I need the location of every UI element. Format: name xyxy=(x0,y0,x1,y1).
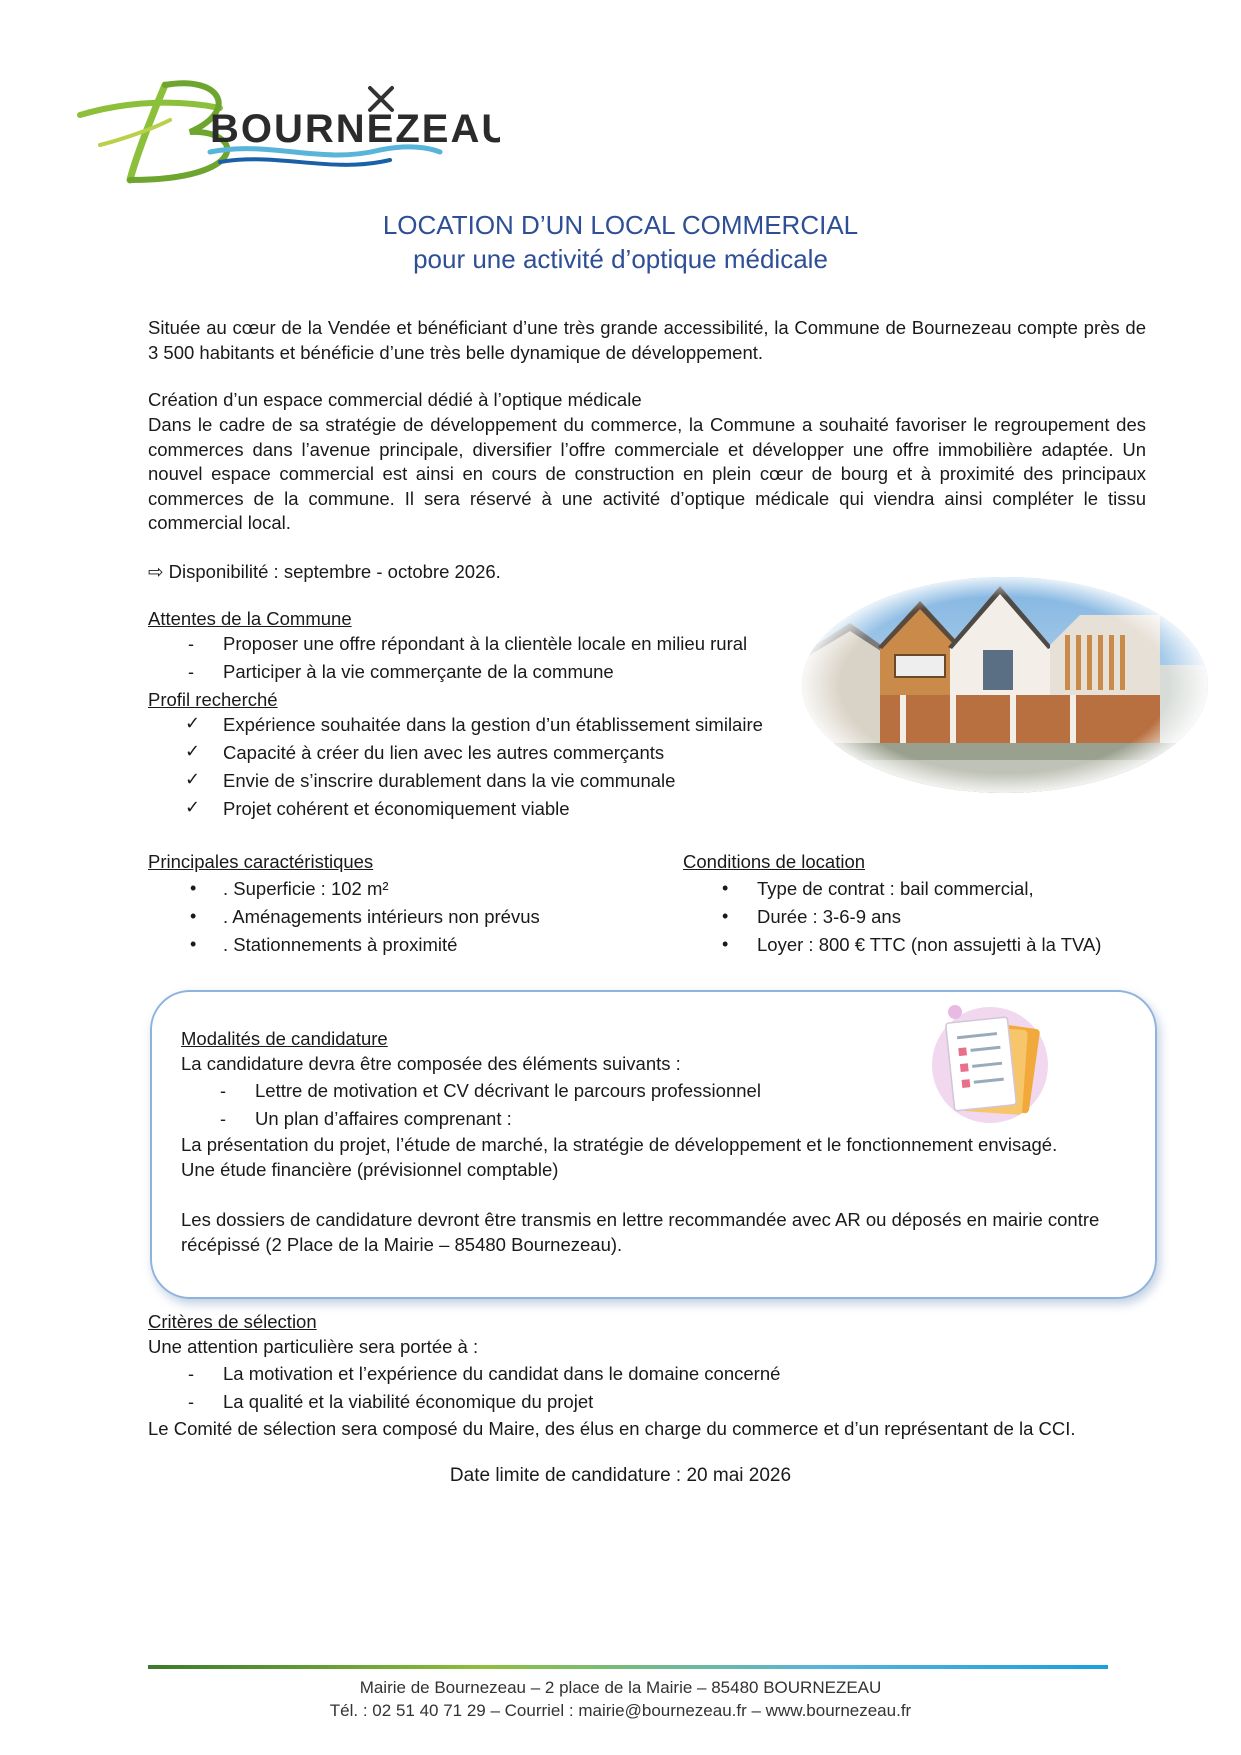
page-title: LOCATION D’UN LOCAL COMMERCIAL xyxy=(382,210,859,240)
caracteristiques-heading: Principales caractéristiques xyxy=(148,851,374,872)
attentes-heading: Attentes de la Commune xyxy=(148,608,352,629)
profil-item: Capacité à créer du lien avec les autres commerçants xyxy=(223,742,665,763)
intro-paragraph: Située au cœur de la Vendée et bénéficiant d’une très grande accessibilité, la Commune de Bournezeau compte près de 3 500 habitants et bénéficie d’une très belle dynamique de développement. xyxy=(148,317,1146,363)
modalites-heading: Modalités de candidature xyxy=(181,1028,388,1049)
checkmark-icon: ✓ xyxy=(185,741,201,761)
profil-item: Envie de s’inscrire durablement dans la vie communale xyxy=(223,770,676,791)
dash-bullet: - xyxy=(188,662,194,682)
caracteristiques-item: . Aménagements intérieurs non prévus xyxy=(223,906,540,927)
conditions-item: Loyer : 800 € TTC (non assujetti à la TVA) xyxy=(757,934,1102,955)
availability-line xyxy=(148,560,501,585)
bullet-icon: • xyxy=(190,906,197,926)
modalites-item: Un plan d’affaires comprenant : xyxy=(255,1108,512,1129)
footer-contact: Tél. : 02 51 40 71 29 – Courriel : mairie@bournezeau.fr – www.bournezeau.fr xyxy=(329,1701,912,1720)
bullet-icon: • xyxy=(190,878,197,898)
bullet-icon: • xyxy=(722,906,729,926)
criteres-item: La motivation et l’expérience du candidat dans le domaine concerné xyxy=(223,1363,781,1384)
modalites-line1: La présentation du projet, l’étude de marché, la stratégie de développement et le fonctionnement envisagé. xyxy=(181,1134,1058,1155)
conditions-item: Durée : 3-6-9 ans xyxy=(757,906,901,927)
documents-icon xyxy=(920,1000,1060,1130)
caracteristiques-item: . Superficie : 102 m² xyxy=(223,878,389,899)
criteres-heading: Critères de sélection xyxy=(148,1311,317,1332)
criteres-item: La qualité et la viabilité économique du projet xyxy=(223,1391,594,1412)
profil-heading: Profil recherché xyxy=(148,689,278,710)
availability-text: Disponibilité : septembre - octobre 2026. xyxy=(168,561,501,582)
page-subtitle: pour une activité d’optique médicale xyxy=(413,244,828,274)
criteres-comite: Le Comité de sélection sera composé du Maire, des élus en charge du commerce et d’un représentant de la CCI. xyxy=(148,1418,1076,1439)
modalites-intro: La candidature devra être composée des éléments suivants : xyxy=(181,1053,681,1074)
logo-text: BOURNEZEAU xyxy=(210,107,500,151)
profil-item: Projet cohérent et économiquement viable xyxy=(223,798,570,819)
conditions-item: Type de contrat : bail commercial, xyxy=(757,878,1034,899)
footer-divider xyxy=(148,1665,1108,1669)
bullet-icon: • xyxy=(722,878,729,898)
caracteristiques-item: . Stationnements à proximité xyxy=(223,934,458,955)
bullet-icon: • xyxy=(190,934,197,954)
checkmark-icon: ✓ xyxy=(185,797,201,817)
footer-address: Mairie de Bournezeau – 2 place de la Mairie – 85480 BOURNEZEAU xyxy=(359,1678,882,1697)
bullet-icon: • xyxy=(722,934,729,954)
dash-bullet: - xyxy=(188,634,194,654)
dash-bullet: - xyxy=(220,1081,226,1101)
modalites-line2: Une étude financière (prévisionnel comptable) xyxy=(181,1159,559,1180)
conditions-heading: Conditions de location xyxy=(683,851,866,872)
deadline: Date limite de candidature : 20 mai 2026 xyxy=(449,1465,792,1486)
attentes-item: Proposer une offre répondant à la clientèle locale en milieu rural xyxy=(223,633,748,654)
criteres-intro: Une attention particulière sera portée à : xyxy=(148,1336,479,1357)
modalites-dossiers: Les dossiers de candidature devront être transmis en lettre recommandée avec AR ou déposés en mairie contre récépissé (2 Place de la Mairie – 85480 Bournezeau). xyxy=(181,1209,1100,1255)
modalites-item: Lettre de motivation et CV décrivant le parcours professionnel xyxy=(255,1080,761,1101)
logo-graphic xyxy=(70,70,500,200)
dash-bullet: - xyxy=(220,1109,226,1129)
checkmark-icon: ✓ xyxy=(185,769,201,789)
checkmark-icon: ✓ xyxy=(185,713,201,733)
attentes-item: Participer à la vie commerçante de la commune xyxy=(223,661,614,682)
creation-heading: Création d’un espace commercial dédié à l’optique médicale xyxy=(148,389,642,410)
profil-item: Expérience souhaitée dans la gestion d’un établissement similaire xyxy=(223,714,763,735)
building-illustration xyxy=(800,575,1210,795)
bournezeau-logo xyxy=(70,70,500,200)
arrow-icon: ⇨ xyxy=(148,561,164,582)
dash-bullet: - xyxy=(188,1392,194,1412)
creation-paragraph: Dans le cadre de sa stratégie de développement du commerce, la Commune a souhaité favoriser le regroupement des commerces dans l’avenue principale, diversifier l’offre commerciale et développer une offre immobilière adaptée. Un nouvel espace commercial est ainsi en cours de construction en plein cœur de bourg et à proximité des principaux commerces de la commune. Il sera réservé à une activité d’optique médicale qui viendra ainsi compléter le tissu commercial local. xyxy=(148,414,1146,533)
dash-bullet: - xyxy=(188,1364,194,1384)
